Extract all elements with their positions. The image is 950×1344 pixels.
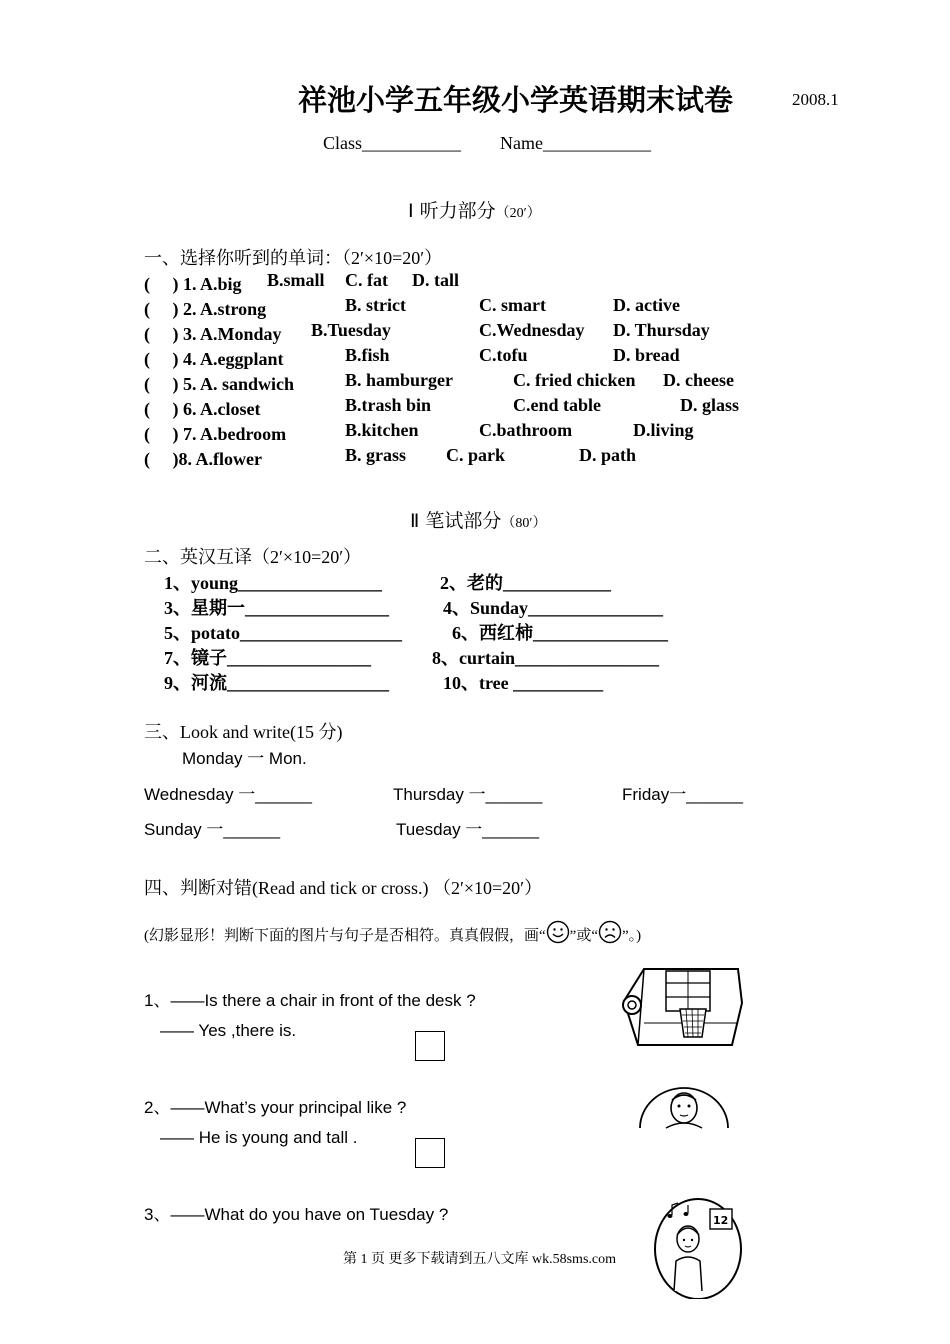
- page-footer: 第 1 页 更多下载请到五八文库 wk.58sms.com: [343, 1252, 616, 1267]
- translate-10: 10、tree __________: [443, 673, 604, 693]
- translate-1: 1、young________________: [164, 573, 383, 593]
- item-1-d: D. tall: [412, 270, 459, 290]
- judge-q2-question: 2、——What’s your principal like ?: [144, 1098, 407, 1117]
- smile-face-icon: [546, 920, 570, 944]
- principal-illustration: [636, 1086, 732, 1130]
- write-tuesday: Tuesday 一______: [396, 820, 540, 839]
- item-2-d: D. active: [613, 295, 680, 315]
- judge-q2-answer: —— He is young and tall .: [160, 1128, 358, 1147]
- item-1-c: C. fat: [345, 270, 388, 290]
- item-1-a: ( ) 1. A.big: [144, 274, 242, 294]
- item-3-b: B.Tuesday: [311, 320, 391, 340]
- item-2-a: ( ) 2. A.strong: [144, 299, 267, 319]
- item-4-c: C.tofu: [479, 345, 528, 365]
- item-2-b: B. strict: [345, 295, 406, 315]
- item-7-c: C.bathroom: [479, 420, 573, 440]
- item-6-c: C.end table: [513, 395, 602, 415]
- music-calendar-illustration: [652, 1195, 744, 1299]
- item-7-d: D.living: [633, 420, 694, 440]
- part2-points: （80′）: [501, 516, 547, 531]
- item-5-c: C. fried chicken: [513, 370, 636, 390]
- judge-q1-question: 1、——Is there a chair in front of the desk ?: [144, 991, 476, 1010]
- desk-trashbin-illustration: [614, 963, 746, 1049]
- translate-7: 7、镜子________________: [164, 648, 371, 668]
- part2-heading: [410, 506, 546, 533]
- calendar-number: 12: [713, 1214, 729, 1227]
- item-5-d: D. cheese: [663, 370, 734, 390]
- item-7-b: B.kitchen: [345, 420, 419, 440]
- name-field: Name____________: [500, 133, 651, 153]
- item-7-a: ( ) 7. A.bedroom: [144, 424, 287, 444]
- write-wednesday: Wednesday 一______: [144, 785, 312, 804]
- q2-heading: 二、英汉互译（2′×10=20′）: [144, 547, 362, 567]
- judge-q3-question: 3、——What do you have on Tuesday ?: [144, 1205, 449, 1224]
- item-6-d: D. glass: [680, 395, 740, 415]
- part1-points: （20′）: [495, 206, 541, 221]
- item-8-d: D. path: [579, 445, 637, 465]
- item-6-a: ( ) 6. A.closet: [144, 399, 261, 419]
- q4-note-c: ”。): [621, 928, 642, 944]
- item-8-b: B. grass: [345, 445, 407, 465]
- class-field: Class___________: [323, 133, 462, 153]
- q4-note-a: (幻影显形！判断下面的图片与句子是否相符。真真假假，画“: [144, 928, 546, 944]
- item-3-d: D. Thursday: [613, 320, 710, 340]
- item-2-c: C. smart: [479, 295, 546, 315]
- part1-heading: [408, 196, 541, 223]
- q4-note-b: ”或“: [569, 928, 598, 944]
- judge-q2-checkbox[interactable]: [415, 1138, 445, 1168]
- item-1-b: B.small: [267, 270, 325, 290]
- write-thursday: Thursday 一______: [393, 785, 543, 804]
- q3-heading: 三、Look and write(15 分): [144, 722, 343, 742]
- item-5-b: B. hamburger: [345, 370, 453, 390]
- write-sunday: Sunday 一______: [144, 820, 281, 839]
- q4-heading: 四、判断对错(Read and tick or cross.) （2′×10=20′）: [144, 878, 543, 898]
- item-6-b: B.trash bin: [345, 395, 432, 415]
- item-8-c: C. park: [446, 445, 506, 465]
- exam-title: 祥池小学五年级小学英语期末试卷: [298, 83, 734, 117]
- translate-9: 9、河流__________________: [164, 673, 389, 693]
- translate-3: 3、星期一________________: [164, 598, 389, 618]
- translate-2: 2、老的____________: [440, 573, 611, 593]
- judge-q1-checkbox[interactable]: [415, 1031, 445, 1061]
- q1-heading: 一、选择你听到的单词：（2′×10=20′）: [144, 248, 443, 268]
- write-friday: Friday一______: [622, 785, 743, 804]
- item-5-a: ( ) 5. A. sandwich: [144, 374, 295, 394]
- item-4-d: D. bread: [613, 345, 680, 365]
- item-3-a: ( ) 3. A.Monday: [144, 324, 282, 344]
- translate-8: 8、curtain________________: [432, 648, 659, 668]
- item-3-c: C.Wednesday: [479, 320, 585, 340]
- translate-5: 5、potato__________________: [164, 623, 402, 643]
- q4-note: [144, 920, 641, 945]
- translate-6: 6、西红柿_______________: [452, 623, 668, 643]
- sad-face-icon: [598, 920, 622, 944]
- judge-q1-answer: —— Yes ,there is.: [160, 1021, 297, 1040]
- translate-4: 4、Sunday_______________: [443, 598, 664, 618]
- part1-title: I 听力部分: [408, 200, 496, 222]
- write-example: Monday 一 Mon.: [182, 749, 307, 768]
- item-4-b: B.fish: [345, 345, 390, 365]
- item-8-a: ( )8. A.flower: [144, 449, 262, 469]
- item-4-a: ( ) 4. A.eggplant: [144, 349, 284, 369]
- exam-year: 2008.1: [792, 90, 839, 109]
- part2-title: Ⅱ 笔试部分: [410, 510, 502, 532]
